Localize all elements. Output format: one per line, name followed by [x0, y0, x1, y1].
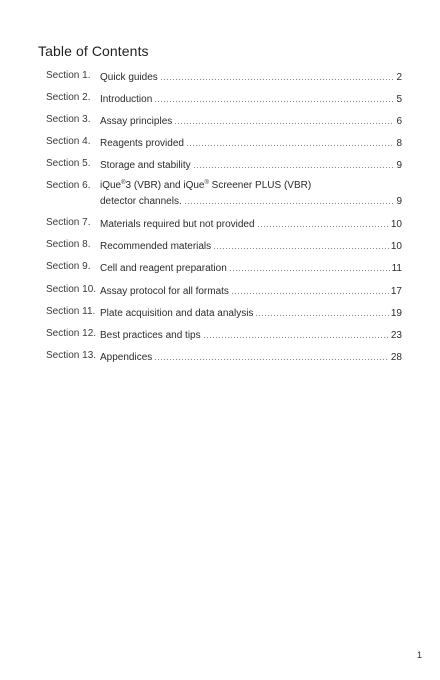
section-title: Plate acquisition and data analysis: [100, 308, 254, 319]
page-ref: 9: [396, 196, 402, 207]
dot-leader: [257, 217, 389, 227]
section-title: Reagents provided: [100, 138, 184, 149]
section-title: Assay protocol for all formats: [100, 286, 229, 297]
section-number: Section 11.: [46, 306, 96, 317]
dot-leader: [186, 136, 394, 146]
page-ref: 11: [391, 263, 402, 274]
page-ref: 10: [390, 219, 402, 230]
section-number: Section 9.: [46, 261, 91, 272]
dot-leader: [184, 194, 395, 204]
dot-leader: [160, 70, 395, 80]
section-number: Section 5.: [46, 158, 91, 169]
section-title: Recommended materials: [100, 241, 212, 252]
page-ref: 10: [390, 241, 402, 252]
section-title: Best practices and tips: [100, 330, 201, 341]
section-title: Cell and reagent preparation: [100, 263, 227, 274]
dot-leader: [193, 158, 395, 168]
dot-leader: [231, 284, 389, 294]
dot-leader: [213, 239, 389, 249]
section-number: Section 10.: [46, 284, 97, 295]
section-title: Materials required but not provided: [100, 219, 255, 230]
dot-leader: [154, 350, 389, 360]
section-title: Quick guides: [100, 72, 158, 83]
page-ref: 6: [396, 116, 402, 127]
page-ref: 28: [390, 352, 402, 363]
dot-leader: [255, 306, 388, 316]
page-ref: 5: [396, 94, 402, 105]
page-ref: 8: [396, 138, 402, 149]
section-number: Section 3.: [46, 114, 91, 125]
page-number: 1: [417, 650, 423, 660]
page-ref: 23: [390, 330, 402, 341]
section-number: Section 4.: [46, 136, 91, 147]
section-number: Section 13.: [46, 350, 97, 361]
page-ref: 19: [390, 308, 402, 319]
page-ref: 17: [390, 286, 402, 297]
section-number: Section 7.: [46, 217, 91, 228]
section-title: Appendices: [100, 352, 153, 363]
page-ref: 9: [396, 160, 402, 171]
section-title: Assay principles: [100, 116, 173, 127]
section-title: Introduction: [100, 94, 153, 105]
page-title: Table of Contents: [38, 43, 149, 59]
page-ref: 2: [396, 72, 402, 83]
dot-leader: [203, 328, 389, 338]
section-number: Section 2.: [46, 92, 91, 103]
dot-leader: [154, 92, 394, 102]
dot-leader: [174, 114, 394, 124]
section-number: Section 12.: [46, 328, 97, 339]
section-title-line-1: iQue®3 (VBR) and iQue® Screener PLUS (VBR): [100, 180, 312, 191]
section-title-line-2: detector channels.: [100, 196, 182, 207]
section-number: Section 6.: [46, 180, 91, 191]
section-title: Storage and stability: [100, 160, 191, 171]
section-number: Section 1.: [46, 70, 91, 81]
dot-leader: [229, 261, 390, 271]
section-number: Section 8.: [46, 239, 91, 250]
